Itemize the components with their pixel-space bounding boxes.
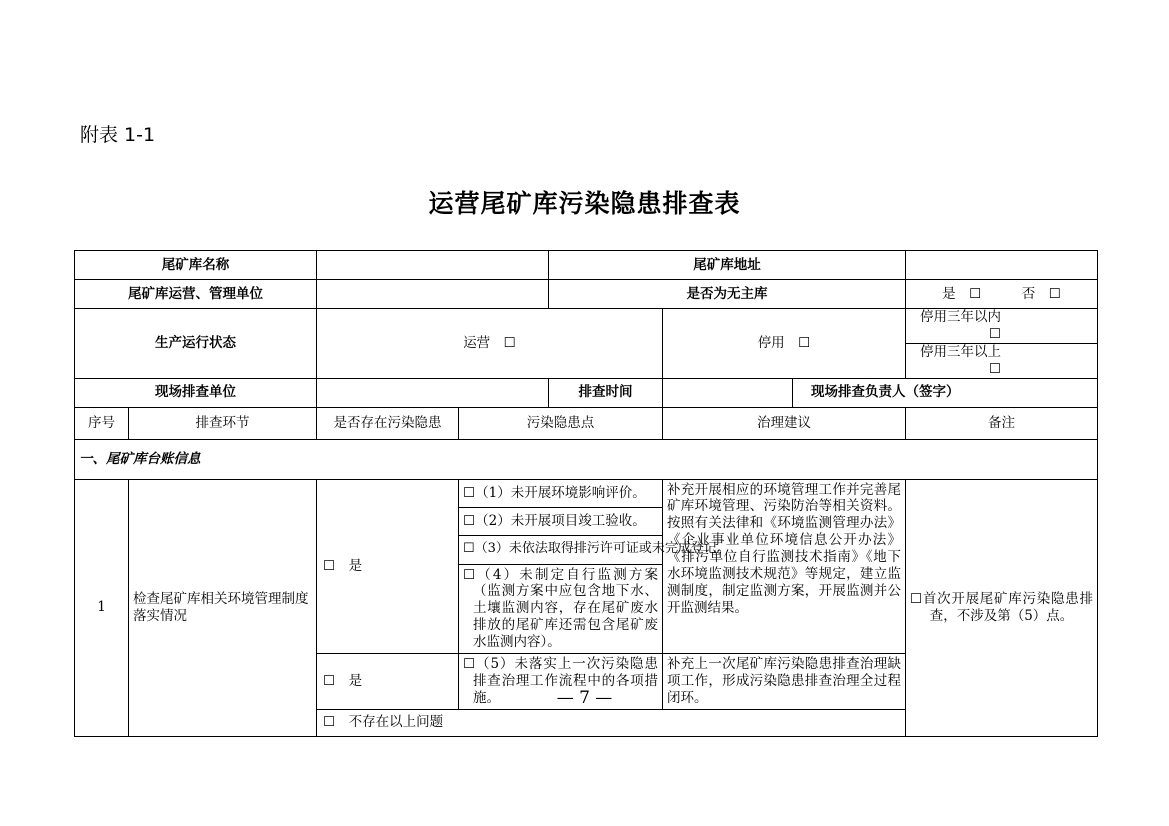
- page-title: 运营尾矿库污染隐患排查表: [428, 189, 741, 218]
- tailings-name-label: 尾矿库名称: [75, 251, 317, 280]
- status-label: 生产运行状态: [75, 309, 317, 379]
- row-seq: 1: [75, 479, 129, 736]
- advice-a: 补充开展相应的环境管理工作并完善尾矿库环境管理、污染防治等相关资料。按照有关法律和《环境监测管理办法》《企业事业单位环境信息公开办法》《排污单位自行监测技术指南》《地下水环境监测技术规范》等规定，建立监测制度，制定监测方案，开展监测并公开监测结果。: [663, 479, 906, 653]
- unowned-options[interactable]: 是 ☐ 否 ☐: [906, 280, 1098, 309]
- hazard-item-3[interactable]: ☐（3）未依法取得排污许可证或未完成登记。: [459, 535, 663, 564]
- status-stopped-option[interactable]: 停用 ☐: [663, 309, 906, 379]
- operator-value[interactable]: [317, 280, 549, 309]
- hazard-item-1[interactable]: ☐（1）未开展环境影响评价。: [459, 479, 663, 507]
- unowned-label: 是否为无主库: [549, 280, 906, 309]
- tailings-address-value[interactable]: [906, 251, 1098, 280]
- stopped-over-3-years-option[interactable]: 停用三年以上 ☐: [906, 343, 1098, 378]
- exist-yes-checkbox-a[interactable]: ☐ 是: [317, 479, 459, 653]
- col-exist-header: 是否存在污染隐患: [317, 407, 459, 439]
- operator-label: 尾矿库运营、管理单位: [75, 280, 317, 309]
- row-step: 检查尾矿库相关环境管理制度落实情况: [129, 479, 317, 736]
- section-title: 一、尾矿库台账信息: [75, 439, 1098, 479]
- col-seq-header: 序号: [75, 407, 129, 439]
- remark-first-inspection[interactable]: ☐首次开展尾矿库污染隐患排查，不涉及第（5）点。: [906, 479, 1098, 736]
- tailings-name-value[interactable]: [317, 251, 549, 280]
- annex-label: 附表 1-1: [80, 124, 156, 146]
- inspection-unit-label: 现场排查单位: [75, 378, 317, 407]
- exist-yes-checkbox-b[interactable]: ☐ 是: [317, 653, 459, 709]
- hazard-item-2[interactable]: ☐（2）未开展项目竣工验收。: [459, 507, 663, 535]
- tailings-address-label: 尾矿库地址: [549, 251, 906, 280]
- col-remark-header: 备注: [906, 407, 1098, 439]
- page-number: — 7 —: [556, 688, 613, 708]
- hazard-item-5[interactable]: ☐（5）未落实上一次污染隐患排查治理工作流程中的各项措施。: [459, 653, 663, 709]
- inspection-table: [74, 250, 1098, 737]
- hazard-item-4[interactable]: ☐（4）未制定自行监测方案（监测方案中应包含地下水、土壤监测内容，存在尾矿废水排放的尾矿库还需包含尾矿废水监测内容）。: [459, 564, 663, 653]
- col-step-header: 排查环节: [129, 407, 317, 439]
- stopped-within-3-years-option[interactable]: 停用三年以内 ☐: [906, 309, 1098, 344]
- person-in-charge-label: 现场排查负责人（签字）: [793, 378, 1098, 407]
- inspection-time-label: 排查时间: [549, 378, 663, 407]
- inspection-unit-value[interactable]: [317, 378, 549, 407]
- col-advice-header: 治理建议: [663, 407, 906, 439]
- status-operating-option[interactable]: 运营 ☐: [317, 309, 663, 379]
- no-issue-checkbox[interactable]: ☐ 不存在以上问题: [317, 709, 906, 736]
- inspection-time-value[interactable]: [663, 378, 793, 407]
- col-point-header: 污染隐患点: [459, 407, 663, 439]
- advice-b: 补充上一次尾矿库污染隐患排查治理缺项工作，形成污染隐患排查治理全过程闭环。: [663, 653, 906, 709]
